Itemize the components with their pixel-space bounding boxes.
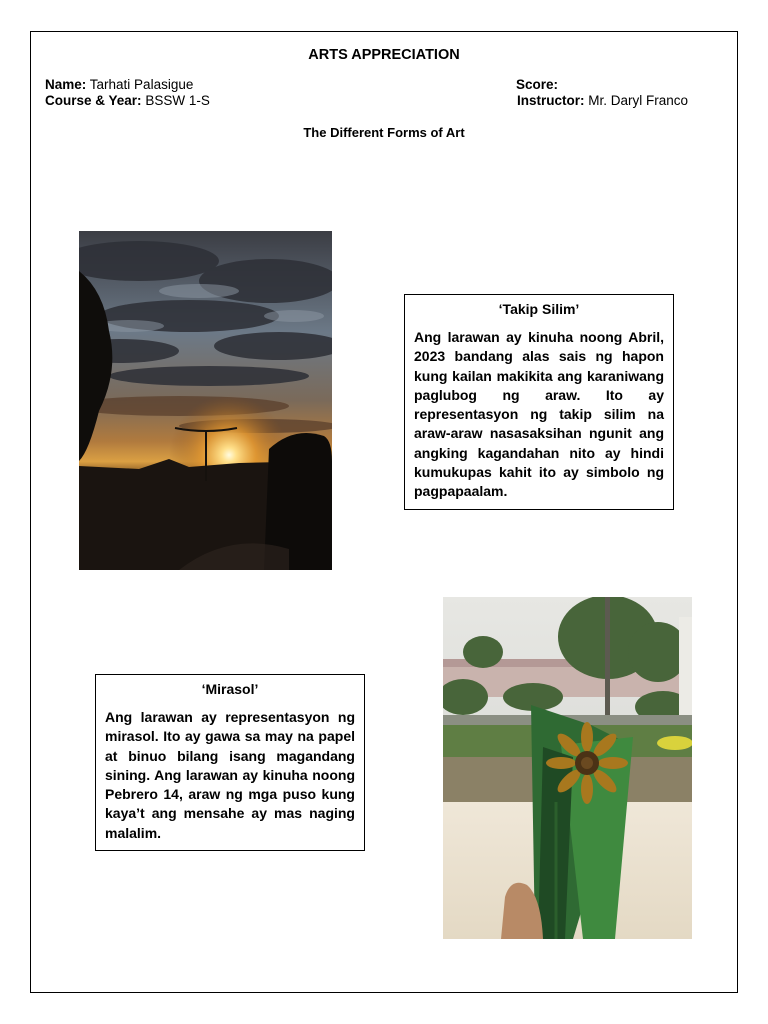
name-label: Name: xyxy=(45,77,87,92)
instructor-label: Instructor: xyxy=(517,93,585,108)
paper-sunflower-photo xyxy=(443,597,692,939)
takip-silim-caption xyxy=(404,294,674,510)
takip-silim-description: Ang larawan ay kinuha noong Abril, 2023 bandang alas sais ng hapon kung kailan makikita ang karaniwang paglubog ng araw. Ito ay representasyon ng takip silim na araw-araw nasasaksihan ngunit ang angking kagandahan nito ay hindi kumukupas kahit ito ay simbolo ng pagpapaalam. xyxy=(414,329,664,500)
student-name-line xyxy=(45,77,193,93)
course-year-line xyxy=(45,93,210,109)
takip-silim-title: ‘Takip Silim’ xyxy=(498,301,580,317)
name-value: Tarhati Palasigue xyxy=(89,77,194,92)
sunset-photo xyxy=(79,231,332,570)
mirasol-title: ‘Mirasol’ xyxy=(201,681,259,697)
course-label: Course & Year: xyxy=(45,93,142,108)
score-line xyxy=(516,77,558,93)
instructor-value: Mr. Daryl Franco xyxy=(588,93,689,108)
mirasol-caption xyxy=(95,674,365,851)
document-title: ARTS APPRECIATION xyxy=(308,47,460,63)
section-subtitle: The Different Forms of Art xyxy=(303,125,465,140)
course-value: BSSW 1-S xyxy=(145,93,210,108)
mirasol-description: Ang larawan ay representasyon ng mirasol. Ito ay gawa sa may na papel at binuo bilang isang magandang sining. Ang larawan ay kinuha noong Pebrero 14, araw ng mga puso kung kaya’t ang mensahe ay mas naging malalim. xyxy=(105,709,355,841)
score-label: Score: xyxy=(516,77,559,92)
instructor-line xyxy=(517,93,688,109)
